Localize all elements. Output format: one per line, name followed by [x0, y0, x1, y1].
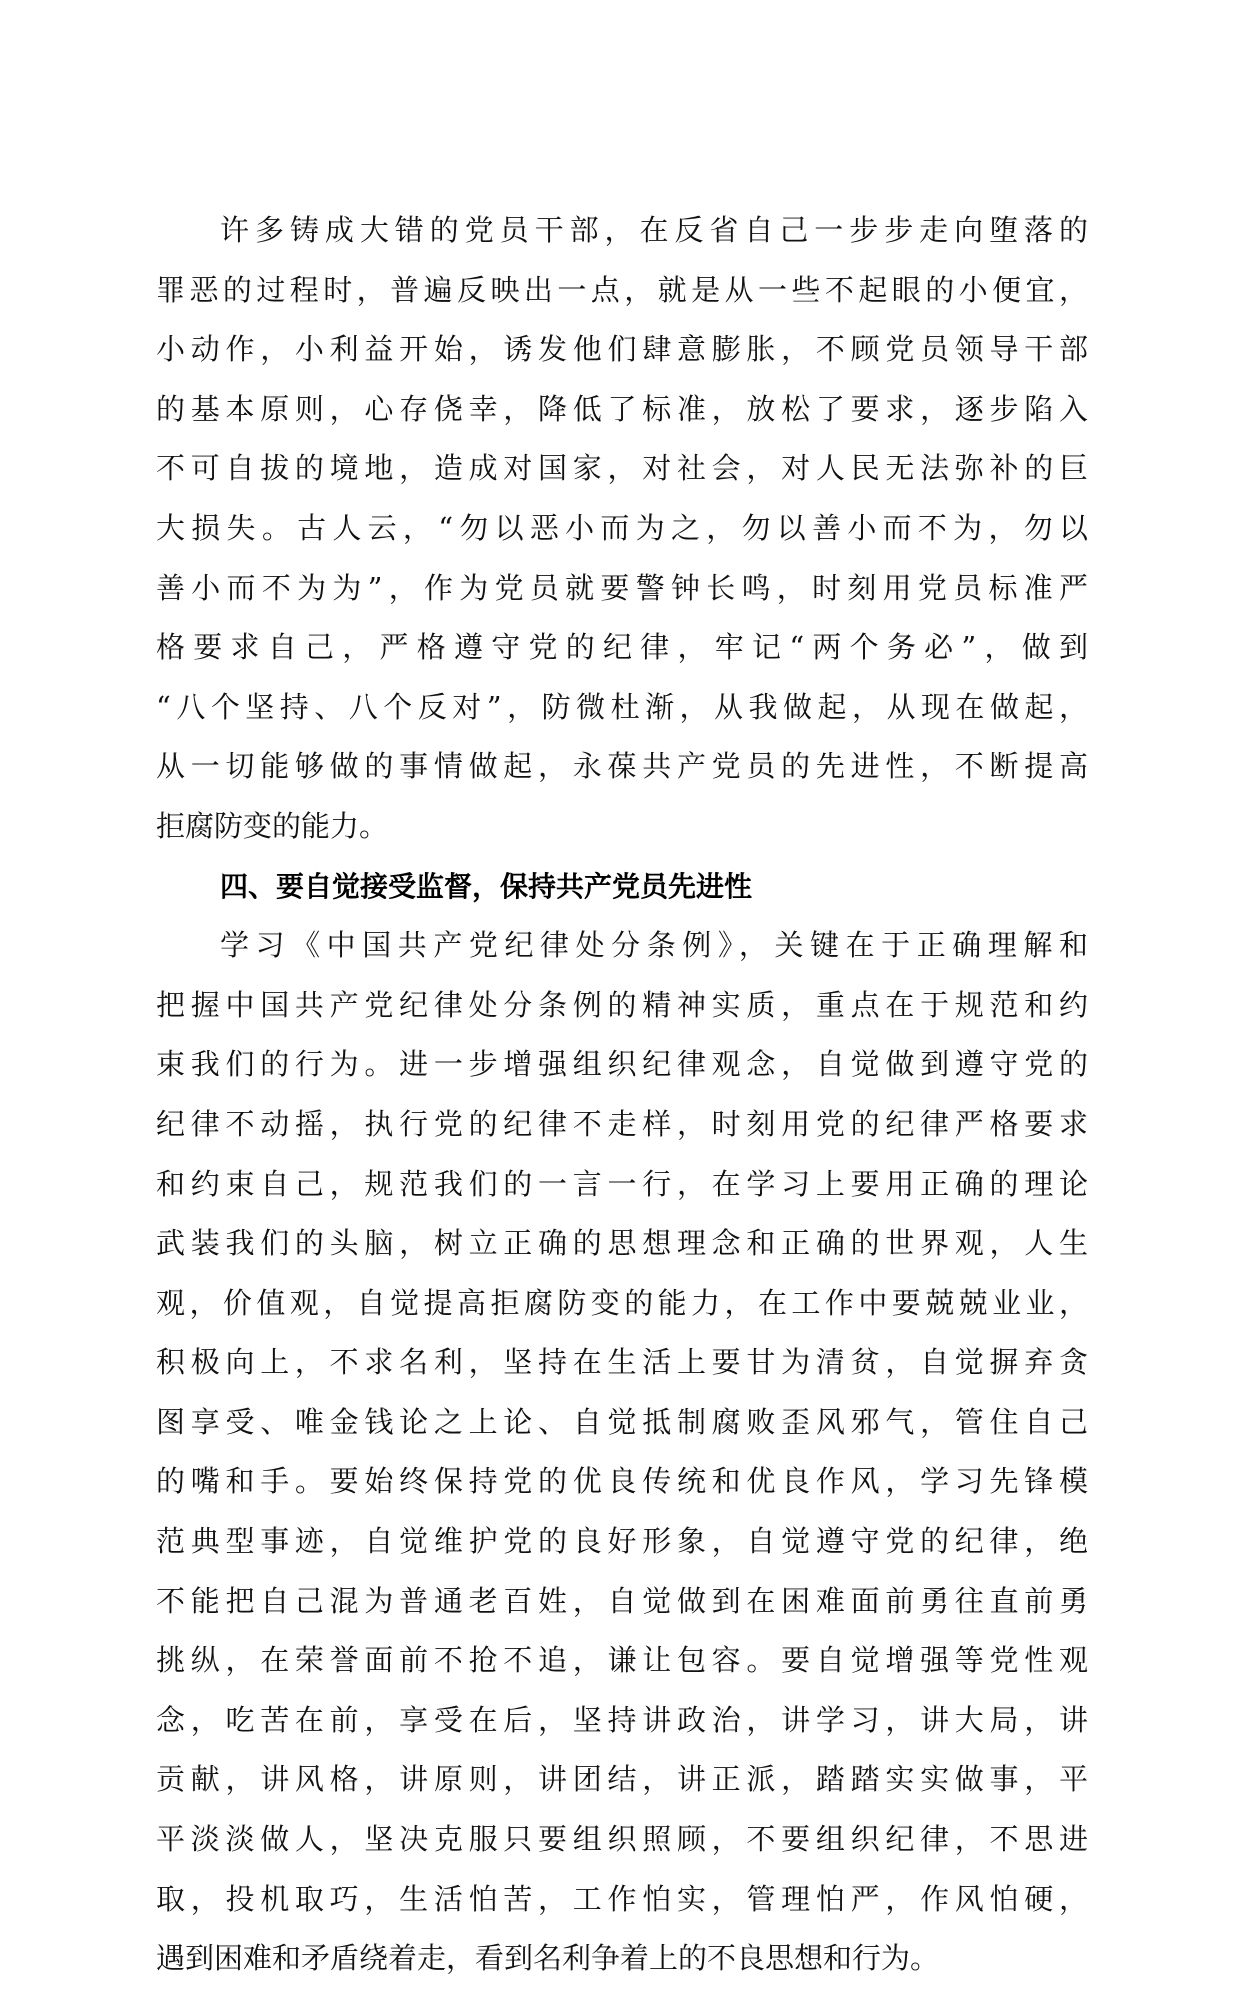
paragraph-line: 观，价值观，自觉提高拒腐防变的能力，在工作中要兢兢业业， — [156, 1285, 1088, 1320]
paragraph-line: 束我们的行为。进一步增强组织纪律观念，自觉做到遵守党的 — [156, 1047, 1088, 1082]
paragraph-line: 和约束自己，规范我们的一言一行，在学习上要用正确的理论 — [156, 1166, 1088, 1201]
paragraph-line: 遇到困难和矛盾绕着走，看到名利争着上的不良思想和行为。 — [156, 1941, 940, 1976]
document-body — [156, 201, 1088, 1989]
paragraph-line: 取，投机取巧，生活怕苦，工作怕实，管理怕严，作风怕硬， — [156, 1881, 1088, 1916]
paragraph-line: 不可自拔的境地，造成对国家，对社会，对人民无法弥补的巨 — [156, 451, 1088, 486]
paragraph-line: 罪恶的过程时，普遍反映出一点，就是从一些不起眼的小便宜， — [156, 272, 1088, 307]
paragraph-line: “八个坚持、八个反对”，防微杜渐，从我做起，从现在做起， — [156, 689, 1088, 724]
paragraph-line: 挑纵，在荣誉面前不抢不追，谦让包容。要自觉增强等党性观 — [156, 1643, 1088, 1678]
paragraph-line: 学习《中国共产党纪律处分条例》，关键在于正确理解和 — [220, 928, 1088, 963]
paragraph-line: 许多铸成大错的党员干部，在反省自己一步步走向堕落的 — [220, 213, 1088, 247]
paragraph-line: 平淡淡做人，坚决克服只要组织照顾，不要组织纪律，不思进 — [156, 1822, 1088, 1857]
paragraph-line: 积极向上，不求名利，坚持在生活上要甘为清贫，自觉摒弃贪 — [156, 1345, 1088, 1380]
paragraph-line: 范典型事迹，自觉维护党的良好形象，自觉遵守党的纪律，绝 — [156, 1524, 1088, 1559]
paragraph-line: 贡献，讲风格，讲原则，讲团结，讲正派，踏踏实实做事，平 — [156, 1762, 1088, 1797]
paragraph-line: 念，吃苦在前，享受在后，坚持讲政治，讲学习，讲大局，讲 — [156, 1702, 1088, 1737]
paragraph-line: 的基本原则，心存侥幸，降低了标准，放松了要求，逐步陷入 — [156, 391, 1088, 426]
paragraph-line: 纪律不动摇，执行党的纪律不走样，时刻用党的纪律严格要求 — [156, 1106, 1088, 1141]
section-heading: 四、要自觉接受监督，保持共产党员先进性 — [220, 869, 753, 903]
paragraph-line: 从一切能够做的事情做起，永葆共产党员的先进性，不断提高 — [156, 749, 1088, 784]
paragraph-line: 格要求自己，严格遵守党的纪律，牢记“两个务必”，做到 — [156, 630, 1088, 665]
paragraph-line: 武装我们的头脑，树立正确的思想理念和正确的世界观，人生 — [156, 1226, 1088, 1261]
paragraph-line: 大损失。古人云，“勿以恶小而为之，勿以善小而不为，勿以 — [156, 510, 1088, 545]
paragraph-line: 图享受、唯金钱论之上论、自觉抵制腐败歪风邪气，管住自己 — [156, 1404, 1088, 1439]
paragraph-line: 不能把自己混为普通老百姓，自觉做到在困难面前勇往直前勇 — [156, 1583, 1088, 1618]
paragraph-2 — [156, 916, 1088, 1989]
paragraph-line: 善小而不为为”，作为党员就要警钟长鸣，时刻用党员标准严 — [156, 570, 1088, 605]
paragraph-line: 把握中国共产党纪律处分条例的精神实质，重点在于规范和约 — [156, 987, 1088, 1022]
paragraph-1 — [156, 201, 1088, 857]
paragraph-line: 小动作，小利益开始，诱发他们肆意膨胀，不顾党员领导干部 — [156, 332, 1088, 367]
paragraph-line: 拒腐防变的能力。 — [156, 808, 389, 843]
paragraph-line: 的嘴和手。要始终保持党的优良传统和优良作风，学习先锋模 — [156, 1464, 1088, 1499]
